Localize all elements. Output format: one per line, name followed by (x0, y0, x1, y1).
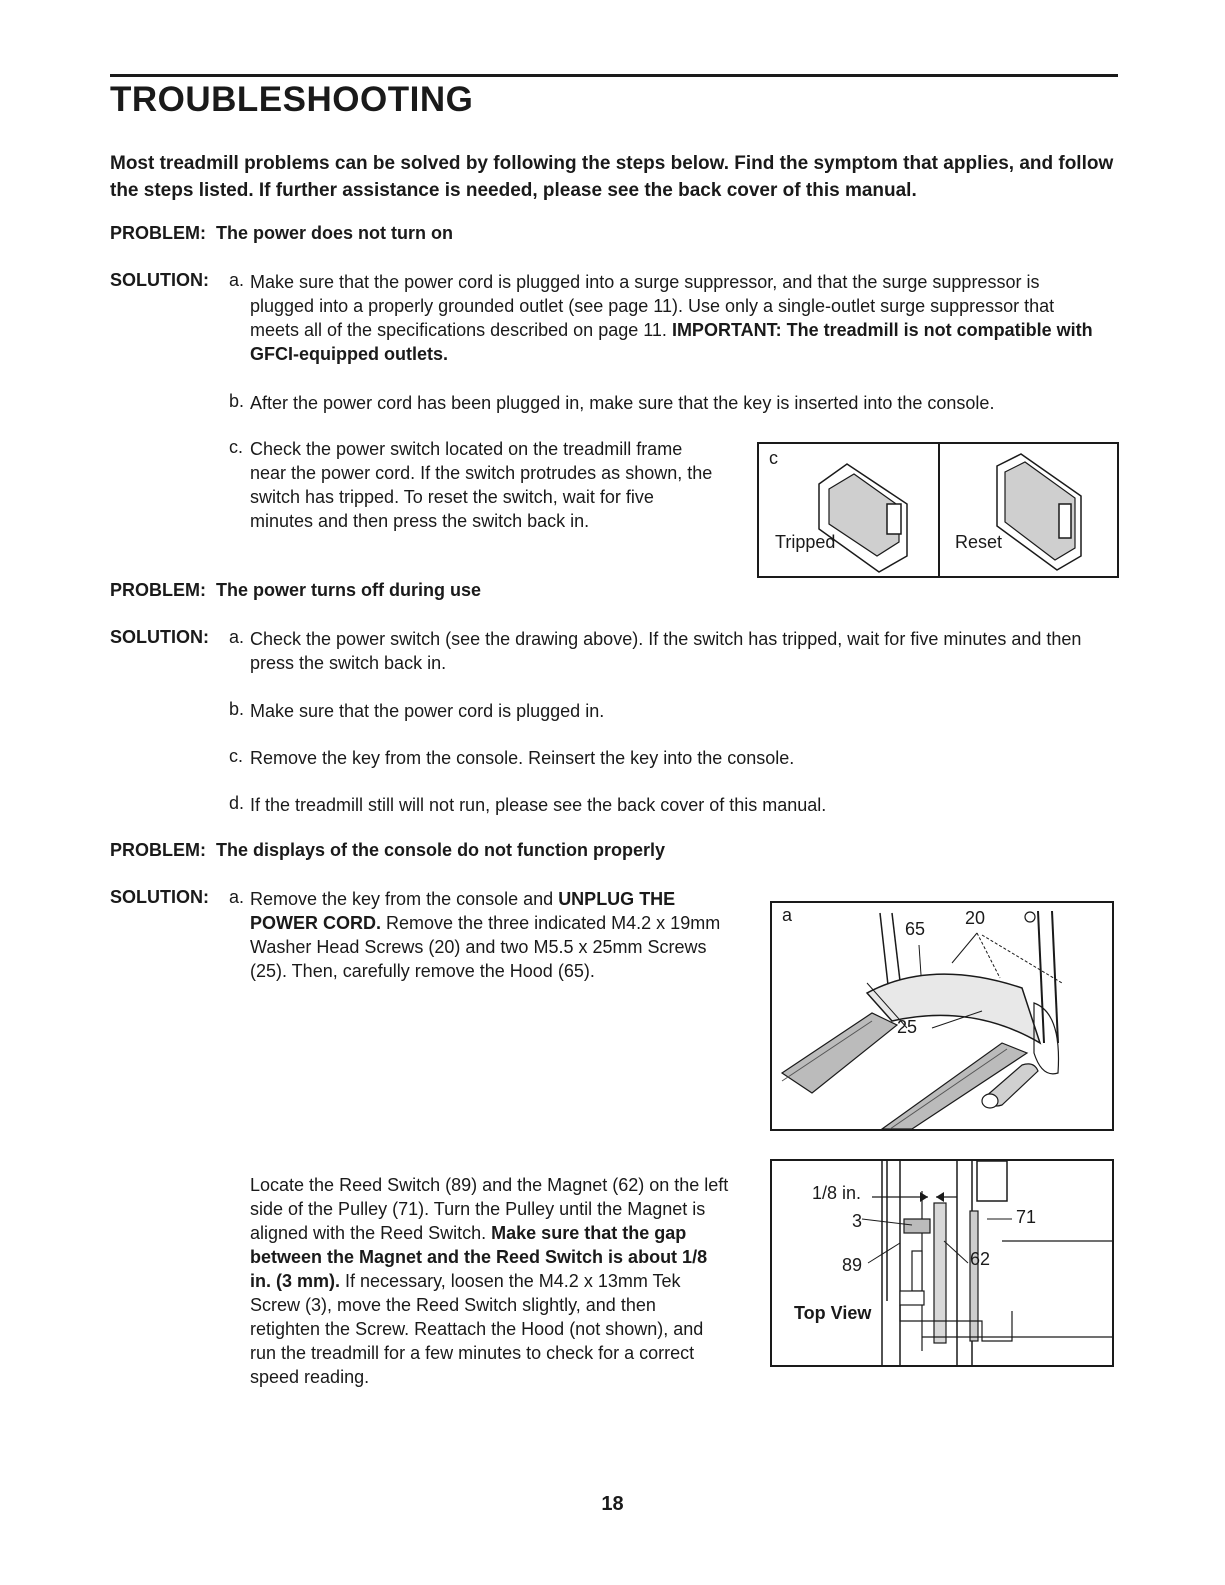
reset-switch-icon (997, 454, 1081, 570)
problem-label: PROBLEM: (110, 580, 206, 600)
problem-3-step-a (250, 887, 730, 983)
step-letter: c. (229, 746, 244, 766)
step-text: Remove the three indicated M4.2 x 19mm Washer Head Screws (20) and two M5.5 x 25mm Screws (25). Then, carefully remove the Hood (65). (250, 913, 721, 981)
step-text: Make sure that the power cord is plugged into a surge suppressor, and that the surge suppressor is plugged into a properly grounded outlet (see page 11). Use only a single-outlet surge suppressor that meets all of the specifications described on page 11. (250, 272, 1055, 340)
important-note: IMPORTANT: The treadmill is not compatible with GFCI-equipped outlets. (250, 320, 1093, 364)
callout-3: 3 (852, 1211, 863, 1231)
problem-2-step-b: Make sure that the power cord is plugged in. (250, 701, 605, 721)
problem-1-step-c: Check the power switch located on the treadmill frame near the power cord. If the switch protrudes as shown, the switch has tripped. To reset the switch, wait for five minutes and then press the switch back in. (250, 439, 713, 531)
step-text: Remove the key from the console and (250, 889, 554, 909)
tripped-label: Tripped (775, 532, 836, 552)
reset-label: Reset (955, 532, 1003, 552)
problem-2-step-c: Remove the key from the console. Reinsert the key into the console. (250, 748, 795, 768)
solution-3-label: SOLUTION: (110, 887, 209, 907)
problem-1-text: The power does not turn on (216, 223, 454, 243)
figure-letter: c (769, 448, 778, 468)
step-letter: b. (229, 699, 245, 719)
warning-text: UNPLUG THE POWER CORD. (250, 889, 676, 933)
problem-2-step-a: Check the power switch (see the drawing above). If the switch has tripped, wait for five minutes and then press the switch back in. (250, 629, 1082, 673)
solution-2-label: SOLUTION: (110, 627, 209, 647)
step-text: Locate the Reed Switch (89) and the Magnet (62) on the left side of the Pulley (71). Turn the Pulley until the Magnet is aligned with the Reed Switch. (250, 1175, 729, 1243)
problem-3 (110, 840, 665, 861)
problem-1 (110, 223, 453, 244)
top-view-label: Top View (794, 1303, 872, 1323)
hood-removal-illustration (772, 903, 1112, 1129)
tripped-switch-icon (819, 464, 907, 572)
callout-89: 89 (842, 1255, 863, 1275)
gap-label: 1/8 in. (812, 1183, 862, 1203)
step-letter: d. (229, 793, 245, 813)
callout-20: 20 (965, 908, 986, 928)
problem-2-step-d: If the treadmill still will not run, please see the back cover of this manual. (250, 795, 827, 815)
step-letter: a. (229, 887, 245, 907)
step-letter: b. (229, 391, 245, 411)
page-number: 18 (601, 1493, 624, 1515)
problem-label: PROBLEM: (110, 223, 206, 243)
reed-switch-top-view-figure (770, 1159, 1114, 1367)
reed-switch-instructions (250, 1173, 730, 1389)
gap-requirement: Make sure that the gap between the Magnet and the Reed Switch is about 1/8 in. (3 mm). (250, 1223, 708, 1291)
page-title: TROUBLESHOOTING (110, 80, 474, 119)
callout-71: 71 (1016, 1207, 1037, 1227)
problem-1-step-a (250, 270, 1105, 366)
step-text: If necessary, loosen the M4.2 x 13mm Tek Screw (3), move the Reed Switch slightly, and then retighten the Screw. Reattach the Hood (not shown), and run the treadmill for a few minutes to check for a correct speed reading. (250, 1271, 704, 1387)
callout-65: 65 (905, 919, 926, 939)
step-letter: a. (229, 270, 245, 290)
step-letter: c. (229, 437, 244, 457)
intro-text: Most treadmill problems can be solved by following the steps below. Find the symptom that applies, and follow the steps listed. If further assistance is needed, please see the back cover of this manual. (110, 153, 1114, 201)
problem-2-text: The power turns off during use (216, 580, 482, 600)
problem-3-text: The displays of the console do not function properly (216, 840, 666, 860)
hood-removal-figure (770, 901, 1114, 1131)
problem-1-step-b: After the power cord has been plugged in, make sure that the key is inserted into the console. (250, 393, 995, 413)
problem-2 (110, 580, 481, 601)
header-rule (110, 74, 1118, 77)
power-switch-illustration (759, 444, 1117, 576)
power-switch-figure (757, 442, 1119, 578)
callout-25: 25 (897, 1017, 918, 1037)
figure-letter: a (782, 905, 793, 925)
problem-label: PROBLEM: (110, 840, 206, 860)
solution-1-label: SOLUTION: (110, 270, 209, 290)
step-letter: a. (229, 627, 245, 647)
callout-62: 62 (970, 1249, 991, 1269)
